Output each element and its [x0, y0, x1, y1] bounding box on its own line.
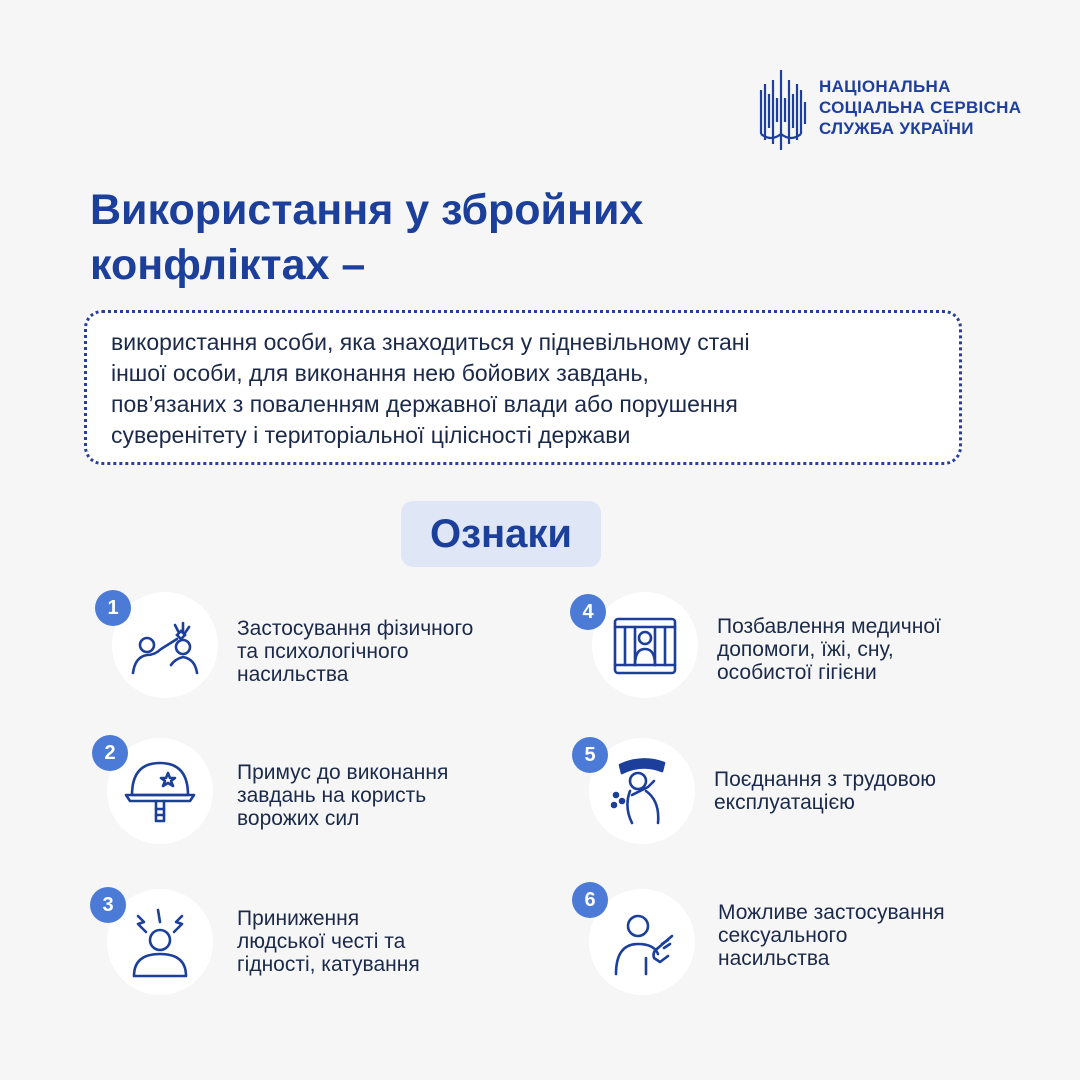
number-badge: 6	[572, 882, 608, 918]
sign-line: Приниження	[237, 907, 360, 930]
sign-line: сексуального	[718, 924, 848, 947]
definition-box	[84, 310, 962, 465]
number-badge: 5	[572, 737, 608, 773]
definition-line: суверенітету і територіальної цілісності держави	[111, 422, 631, 448]
definition-line: іншої особи, для виконання нею бойових завдань,	[111, 360, 649, 386]
humiliation-icon	[120, 902, 200, 982]
number-badge: 3	[90, 887, 126, 923]
sign-line: Примус до виконання	[237, 761, 449, 784]
logo-text	[819, 76, 1021, 139]
definition-line: використання особи, яка знаходиться у підневільному стані	[111, 329, 750, 355]
title-line: Використання у збройних	[90, 186, 644, 234]
number-badge: 2	[92, 735, 128, 771]
sign-line: насильства	[237, 663, 349, 686]
sign-line: допомоги, їжі, сну,	[717, 638, 894, 661]
icon-circle	[592, 592, 698, 698]
sign-line: Поєднання з трудовою	[714, 768, 937, 791]
logo-line: СЛУЖБА УКРАЇНИ	[819, 118, 974, 138]
sign-text	[717, 615, 941, 684]
definition-line: пов’язаних з поваленням державної влади або порушення	[111, 391, 738, 417]
logo-line: НАЦІОНАЛЬНА	[819, 76, 951, 96]
nssu-logo-icon	[755, 62, 811, 152]
sign-text	[714, 768, 936, 814]
sign-line: завдань на користь	[237, 784, 427, 807]
sign-line: ворожих сил	[237, 807, 360, 830]
sign-line: людської честі та	[237, 930, 406, 953]
sign-line: Можливе застосування	[718, 901, 945, 924]
violence-icon	[125, 605, 205, 685]
page-title	[90, 183, 790, 293]
definition-text	[111, 327, 941, 451]
sign-line: експлуатацією	[714, 791, 855, 814]
prison-icon	[605, 605, 685, 685]
helmet-icon	[120, 751, 200, 831]
sign-text	[237, 907, 420, 976]
sign-line: та психологічного	[237, 640, 409, 663]
sign-line: гідності, катування	[237, 953, 420, 976]
sign-line: особистої гігієни	[717, 661, 877, 684]
number-badge: 4	[570, 594, 606, 630]
sign-text	[718, 901, 945, 970]
logo-line: СОЦІАЛЬНА СЕРВІСНА	[819, 97, 1022, 117]
harassment-icon	[602, 902, 682, 982]
sign-text	[237, 617, 473, 686]
sign-line: Позбавлення медичної	[717, 615, 941, 638]
number-badge: 1	[95, 590, 131, 626]
logo	[755, 62, 1021, 152]
sign-line: насильства	[718, 947, 830, 970]
sign-text	[237, 761, 448, 830]
title-line: конфліктах –	[90, 241, 366, 289]
signs-heading: Ознаки	[401, 501, 601, 567]
sign-line: Застосування фізичного	[237, 617, 474, 640]
labor-icon	[602, 751, 682, 831]
